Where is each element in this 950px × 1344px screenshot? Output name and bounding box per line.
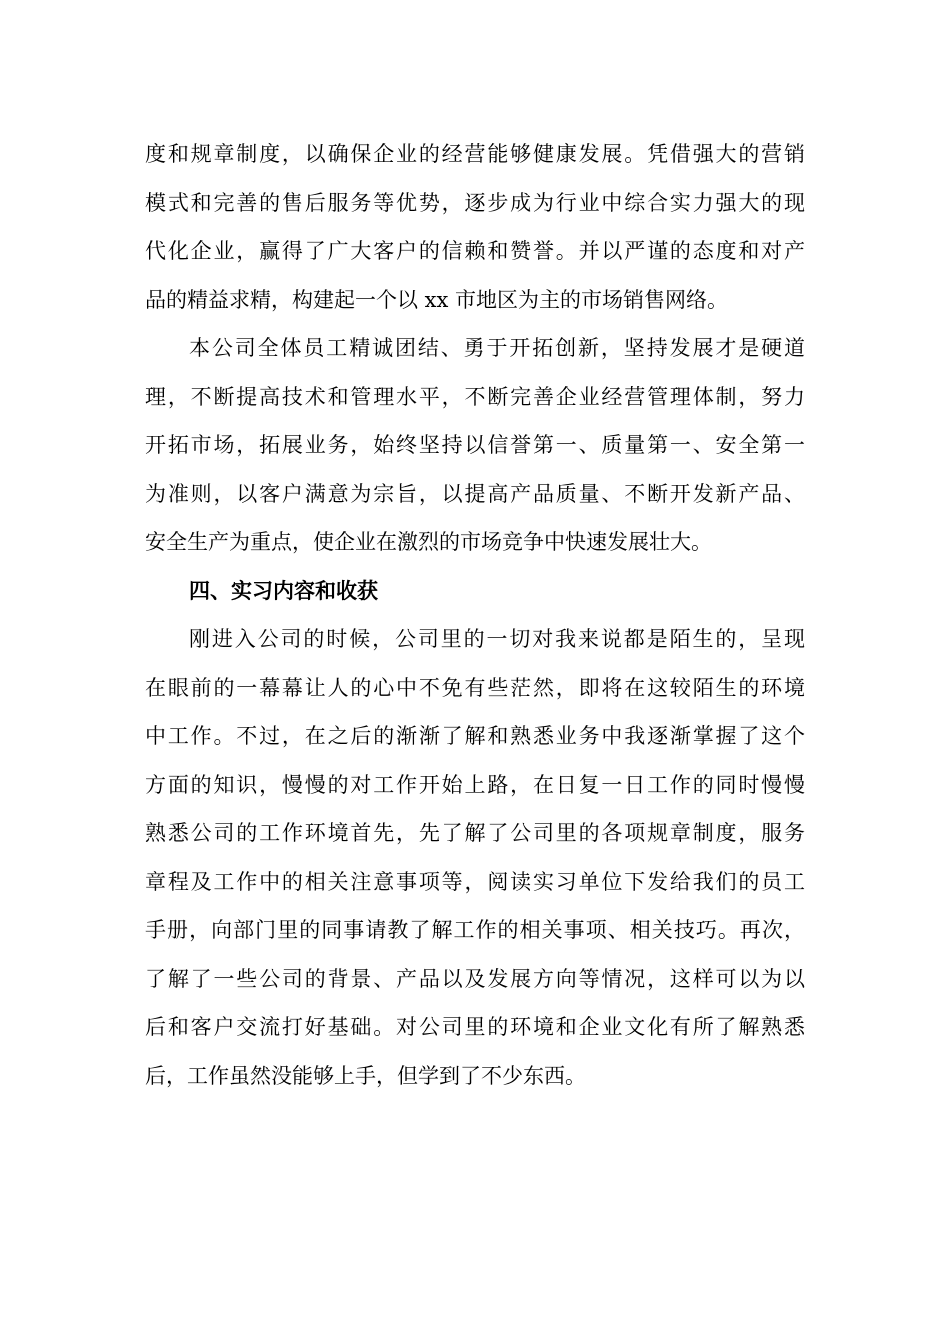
text-line: 在眼前的一幕幕让人的心中不免有些茫然，即将在这较陌生的环境 — [145, 675, 805, 700]
text-line: 度和规章制度，以确保企业的经营能够健康发展。凭借强大的营销 — [145, 142, 805, 166]
text-line: 方面的知识，慢慢的对工作开始上路，在日复一日工作的同时慢慢 — [145, 772, 805, 797]
paragraph-company-staff — [145, 324, 805, 567]
text-line: 理，不断提高技术和管理水平，不断完善企业经营管理体制，努力 — [145, 384, 805, 409]
text-line: 模式和完善的售后服务等优势，逐步成为行业中综合实力强大的现 — [145, 190, 805, 215]
text-line: 熟悉公司的工作环境首先，先了解了公司里的各项规章制度，服务 — [145, 821, 805, 845]
text-line: 后和客户交流打好基础。对公司里的环境和企业文化有所了解熟悉 — [145, 1015, 805, 1039]
text-line: 安全生产为重点，使企业在激烈的市场竞争中快速发展壮大。 — [145, 530, 712, 554]
text-line: 代化企业，赢得了广大客户的信赖和赞誉。并以严谨的态度和对产 — [145, 239, 805, 263]
text-line: 为准则，以客户满意为宗旨，以提高产品质量、不断开发新产品、 — [145, 481, 805, 506]
document-body — [145, 130, 805, 1100]
section-heading: 四、实习内容和收获 — [189, 577, 378, 603]
text-line: 品的精益求精，构建起一个以 xx 市地区为主的市场销售网络。 — [145, 287, 729, 312]
paragraph-company-overview — [145, 130, 805, 324]
text-line: 开拓市场，拓展业务，始终坚持以信誉第一、质量第一、安全第一 — [145, 433, 805, 457]
text-line: 后，工作虽然没能够上手，但学到了不少东西。 — [145, 1063, 586, 1088]
text-line: 手册，向部门里的同事请教了解工作的相关事项、相关技巧。再次， — [145, 918, 805, 942]
text-line: 章程及工作中的相关注意事项等，阅读实习单位下发给我们的员工 — [145, 869, 805, 894]
text-line: 刚进入公司的时候，公司里的一切对我来说都是陌生的，呈现 — [189, 627, 805, 651]
text-line: 本公司全体员工精诚团结、勇于开拓创新，坚持发展才是硬道 — [189, 336, 805, 360]
paragraph-internship-content — [145, 615, 805, 1100]
text-line: 了解了一些公司的背景、产品以及发展方向等情况，这样可以为以 — [145, 966, 805, 991]
text-line: 中工作。不过，在之后的渐渐了解和熟悉业务中我逐渐掌握了这个 — [145, 724, 805, 748]
